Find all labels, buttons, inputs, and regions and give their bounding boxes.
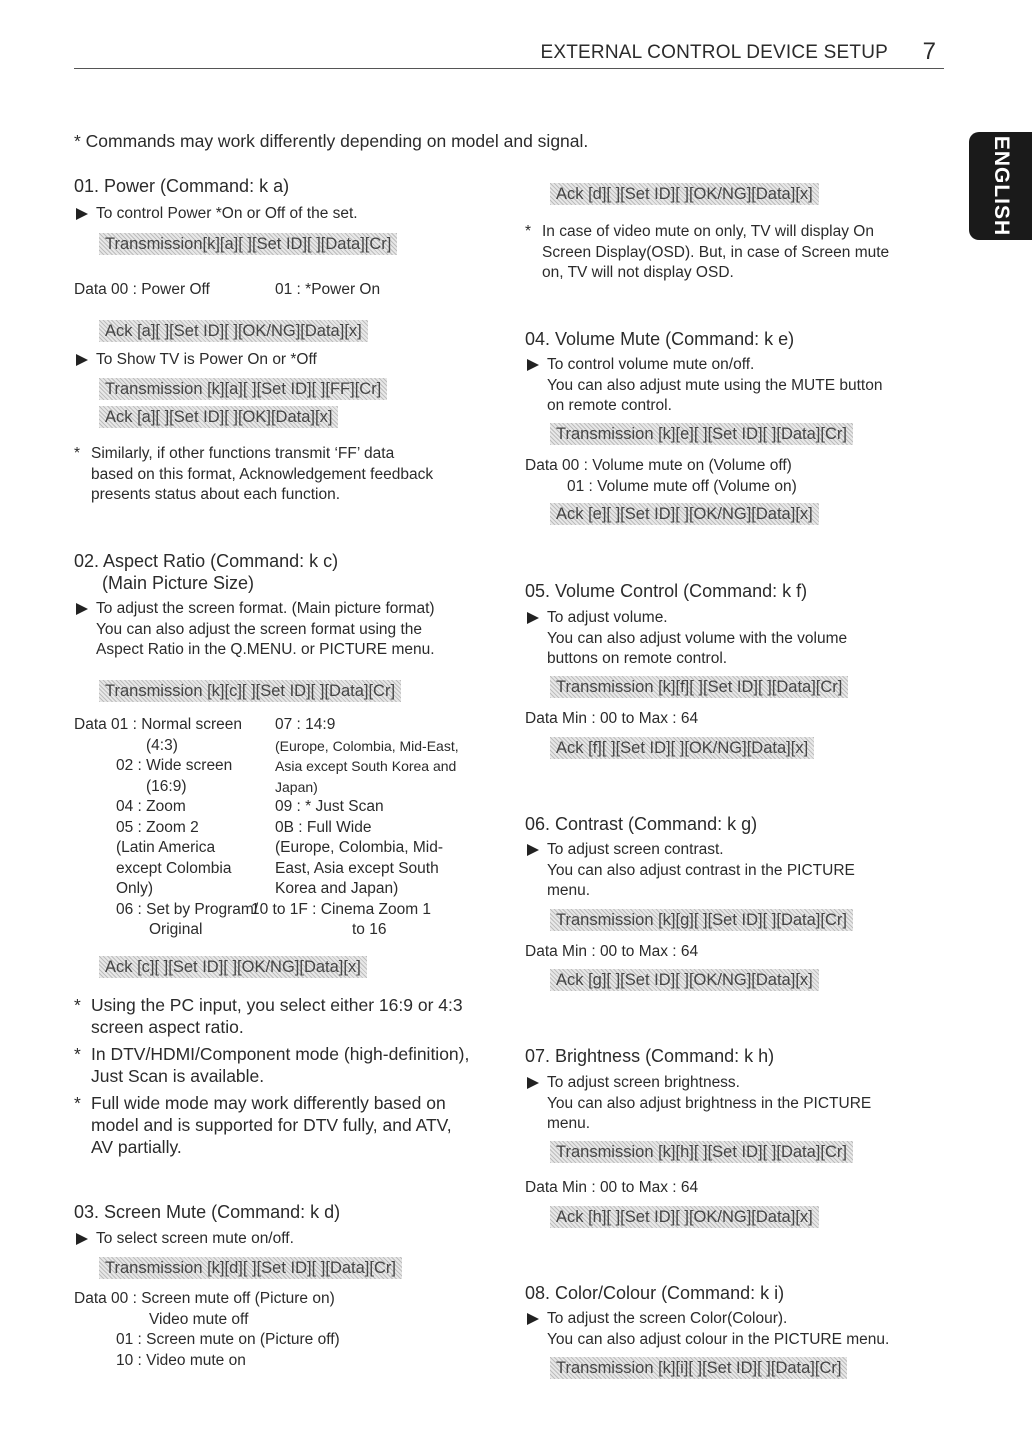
data-values-volume-mute: Data 00 : Volume mute on (Volume off) 01 : Volume mute off (Volume on) bbox=[525, 457, 797, 495]
bullet-arrow-icon bbox=[527, 844, 539, 856]
bullet-arrow-icon bbox=[76, 1233, 88, 1245]
transmission-command: Transmission [k][d][ ][Set ID][ ][Data][Cr] bbox=[99, 1257, 402, 1279]
ack-command: Ack [g][ ][Set ID][ ][OK/NG][Data][x] bbox=[550, 969, 819, 991]
transmission-command: Transmission [k][a][ ][Set ID][ ][FF][Cr] bbox=[99, 378, 387, 400]
data-range-brightness: Data Min : 00 to Max : 64 bbox=[525, 1179, 699, 1196]
ack-command: Ack [d][ ][Set ID][ ][OK/NG][Data][x] bbox=[550, 183, 819, 205]
ack-command: Ack [f][ ][Set ID][ ][OK/NG][Data][x] bbox=[550, 737, 814, 759]
bullet-aspect-ratio: To adjust the screen format. (Main picture format) You can also adjust the screen format using the Aspect Ratio in the Q.MENU. or PICTURE menu. bbox=[74, 599, 435, 661]
data-range-volume: Data Min : 00 to Max : 64 bbox=[525, 710, 699, 727]
bullet-power-status: To Show TV is Power On or *Off bbox=[74, 350, 317, 371]
transmission-command: Transmission[k][a][ ][Set ID][ ][Data][Cr] bbox=[99, 233, 397, 255]
language-tab bbox=[969, 132, 1032, 240]
bullet-arrow-icon bbox=[527, 612, 539, 624]
data-label-power-off: Data 00 : Power Off bbox=[74, 281, 210, 298]
section-title-volume-mute: 04. Volume Mute (Command: k e) bbox=[525, 329, 795, 349]
bullet-arrow-icon bbox=[76, 208, 88, 220]
data-values-right: 07 : 14:9 (Europe, Colombia, Mid-East, Asia except South Korea and Japan) 09 : * Just Scan 0B : Full Wide (Europe, Colombia, Mid- East, Asia except South Korea and Japan) 10 to 1F : Cinema Zoom 1 to 16 bbox=[251, 716, 459, 938]
section-title-color: 08. Color/Colour (Command: k i) bbox=[525, 1283, 785, 1303]
language-tab-label: ENGLISH bbox=[989, 135, 1013, 237]
bullet-arrow-icon bbox=[527, 359, 539, 371]
note-video-mute-osd: * In case of video mute on only, TV will display On Screen Display(OSD). But, in case of Screen mute on, TV will not display OSD. bbox=[525, 222, 889, 284]
transmission-command: Transmission [k][h][ ][Set ID][ ][Data][Cr] bbox=[550, 1141, 853, 1163]
bullet-volume-control: To adjust volume. You can also adjust volume with the volume buttons on remote control. bbox=[525, 608, 847, 670]
bullet-power-control: To control Power *On or Off of the set. bbox=[74, 204, 358, 225]
section-title-aspect-ratio: 02. Aspect Ratio (Command: k c) bbox=[74, 551, 339, 571]
ack-command: Ack [h][ ][Set ID][ ][OK/NG][Data][x] bbox=[550, 1206, 819, 1228]
bullet-brightness: To adjust screen brightness. You can also adjust brightness in the PICTURE menu. bbox=[525, 1073, 871, 1135]
section-title-volume-control: 05. Volume Control (Command: k f) bbox=[525, 581, 808, 601]
note-just-scan: * In DTV/HDMI/Component mode (high-definition), Just Scan is available. bbox=[74, 1043, 469, 1087]
page-number: 7 bbox=[922, 38, 936, 65]
bullet-volume-mute: To control volume mute on/off. You can also adjust mute using the MUTE button on remote control. bbox=[525, 355, 882, 417]
section-title-contrast: 06. Contrast (Command: k g) bbox=[525, 814, 758, 834]
section-title-screen-mute: 03. Screen Mute (Command: k d) bbox=[74, 1202, 341, 1222]
transmission-command: Transmission [k][c][ ][Set ID][ ][Data][Cr] bbox=[99, 680, 401, 702]
note-full-wide: * Full wide mode may work differently based on model and is supported for DTV fully, and ATV, AV partially. bbox=[74, 1092, 452, 1158]
data-range-contrast: Data Min : 00 to Max : 64 bbox=[525, 943, 699, 960]
section-subtitle: (Main Picture Size) bbox=[102, 573, 255, 593]
transmission-command: Transmission [k][e][ ][Set ID][ ][Data][Cr] bbox=[550, 423, 853, 445]
bullet-arrow-icon bbox=[527, 1313, 539, 1325]
data-values-left: Data 01 : Normal screen (4:3) 02 : Wide screen (16:9) 04 : Zoom 05 : Zoom 2 (Latin America except Colombia Only) 06 : Set by Program/ Original bbox=[74, 716, 259, 938]
note-pc-input: * Using the PC input, you select either 16:9 or 4:3 screen aspect ratio. bbox=[74, 994, 463, 1038]
bullet-arrow-icon bbox=[76, 603, 88, 615]
transmission-command: Transmission [k][f][ ][Set ID][ ][Data][Cr] bbox=[550, 676, 848, 698]
bullet-arrow-icon bbox=[76, 354, 88, 366]
header-title: EXTERNAL CONTROL DEVICE SETUP bbox=[540, 42, 888, 63]
page-header bbox=[74, 38, 944, 69]
ack-command: Ack [a][ ][Set ID][ ][OK][Data][x] bbox=[99, 406, 338, 428]
section-title-power: 01. Power (Command: k a) bbox=[74, 176, 290, 196]
bullet-screen-mute: To select screen mute on/off. bbox=[74, 1229, 294, 1250]
transmission-command: Transmission [k][g][ ][Set ID][ ][Data][Cr] bbox=[550, 909, 853, 931]
top-note: * Commands may work differently depending on model and signal. bbox=[74, 131, 589, 151]
ack-command: Ack [c][ ][Set ID][ ][OK/NG][Data][x] bbox=[99, 956, 367, 978]
note-ff-data: * Similarly, if other functions transmit ‘FF’ data based on this format, Acknowledgement feedback presents status about each function. bbox=[74, 444, 433, 506]
section-title-brightness: 07. Brightness (Command: k h) bbox=[525, 1046, 775, 1066]
ack-command: Ack [e][ ][Set ID][ ][OK/NG][Data][x] bbox=[550, 503, 819, 525]
data-label-power-on: 01 : *Power On bbox=[275, 281, 381, 298]
ack-command: Ack [a][ ][Set ID][ ][OK/NG][Data][x] bbox=[99, 320, 368, 342]
bullet-arrow-icon bbox=[527, 1077, 539, 1089]
data-values-screen-mute: Data 00 : Screen mute off (Picture on) Video mute off 01 : Screen mute on (Picture off) 10 : Video mute on bbox=[74, 1290, 340, 1369]
transmission-command: Transmission [k][i][ ][Set ID][ ][Data][Cr] bbox=[550, 1357, 847, 1379]
bullet-contrast: To adjust screen contrast. You can also adjust contrast in the PICTURE menu. bbox=[525, 840, 855, 902]
bullet-color: To adjust the screen Color(Colour). You can also adjust colour in the PICTURE menu. bbox=[525, 1309, 889, 1350]
